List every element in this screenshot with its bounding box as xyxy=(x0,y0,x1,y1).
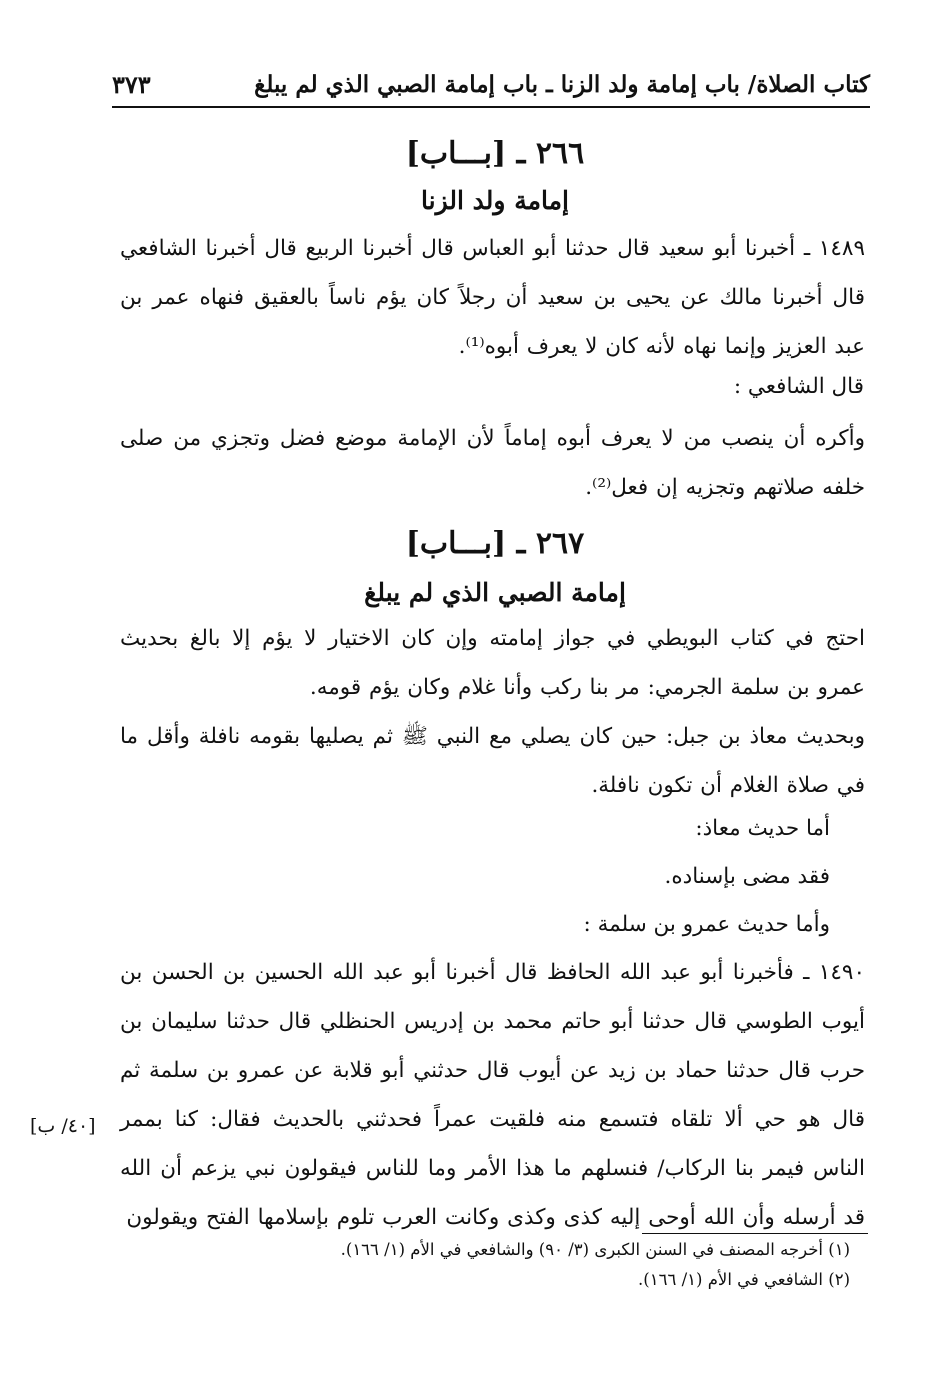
shafii-label: قال الشافعي : xyxy=(733,374,864,399)
chapter-267-paragraph-1: احتج في كتاب البويطي في جواز إمامته وإن كان الاختيار لا يؤم إلا بالغ بحديث عمرو بن سلمة الجرمي: مر بنا ركب وأنا غلام وكان يؤم قومه. xyxy=(120,626,865,700)
muadh-hadith-label: أما حديث معاذ: xyxy=(695,816,830,841)
chapter-266-heading: ٢٦٦ ـ [بـــاب] xyxy=(405,136,585,171)
chapter-267-title: إمامة الصبي الذي لم يبلغ xyxy=(364,578,626,607)
hadith-1490: ١٤٩٠ ـ فأخبرنا أبو عبد الله الحافظ قال أخبرنا أبو عبد الله الحسين بن الحسن بن أيوب الطوسي قال حدثنا أبو حاتم محمد بن إدريس الحنظلي قال حدثنا سليمان بن حرب قال حدثنا حماد بن زيد عن أيوب قال حدثني أبو قلابة عن عمرو بن سلمة ثم قال هو حي ألا تلقاه فتسمع منه فلقيت عمراً فحدثني بالحديث فقال: كنا بممر الناس فيمر بنا الركاب/ فنسلهم ما هذا الأمر وما للناس فيقولون نبي يزعم أن الله قد أرسله وأن الله أوحى إليه كذى وكذى وكانت العرب تلوم بإسلامها الفتح ويقولون xyxy=(120,960,865,1230)
narration-reference: فقد مضى بإسناده. xyxy=(664,864,830,889)
chapter-267-paragraph-2: وبحديث معاذ بن جبل: حين كان يصلي مع النبي ﷺ ثم يصليها بقومه نافلة وأقل ما في صلاة الغلام أن تكون نافلة. xyxy=(120,724,865,798)
page-number: ٣٧٣ xyxy=(112,69,151,99)
footnote-separator xyxy=(642,1233,868,1234)
running-title: كتاب الصلاة/ باب إمامة ولد الزنا ـ باب إمامة الصبي الذي لم يبلغ xyxy=(254,70,870,98)
footnote-2: (٢) الشافعي في الأم (١/ ١٦٦). xyxy=(638,1270,850,1289)
footnote-1: (١) أخرجه المصنف في السنن الكبرى (٣/ ٩٠) والشافعي في الأم (١/ ١٦٦). xyxy=(340,1240,850,1259)
page-header xyxy=(112,62,870,108)
shafii-statement: وأكره أن ينصب من لا يعرف أبوه إماماً لأن الإمامة موضع فضل وتجزي من صلى خلفه صلاتهم وتجزيه إن فعل⁽²⁾. xyxy=(120,426,865,500)
amr-hadith-label: وأما حديث عمرو بن سلمة : xyxy=(583,912,830,937)
manuscript-folio-marker: [٤٠/ ب] xyxy=(30,1115,96,1137)
chapter-266-title: إمامة ولد الزنا xyxy=(421,186,569,215)
hadith-1489: ١٤٨٩ ـ أخبرنا أبو سعيد قال حدثنا أبو العباس قال أخبرنا الربيع قال أخبرنا الشافعي قال أخبرنا مالك عن يحيى بن سعيد أن رجلاً كان يؤم ناساً بالعقيق فنهاه عمر بن عبد العزيز وإنما نهاه لأنه كان لا يعرف أبوه⁽¹⁾. xyxy=(120,236,865,359)
chapter-267-heading: ٢٦٧ ـ [بـــاب] xyxy=(405,526,585,561)
